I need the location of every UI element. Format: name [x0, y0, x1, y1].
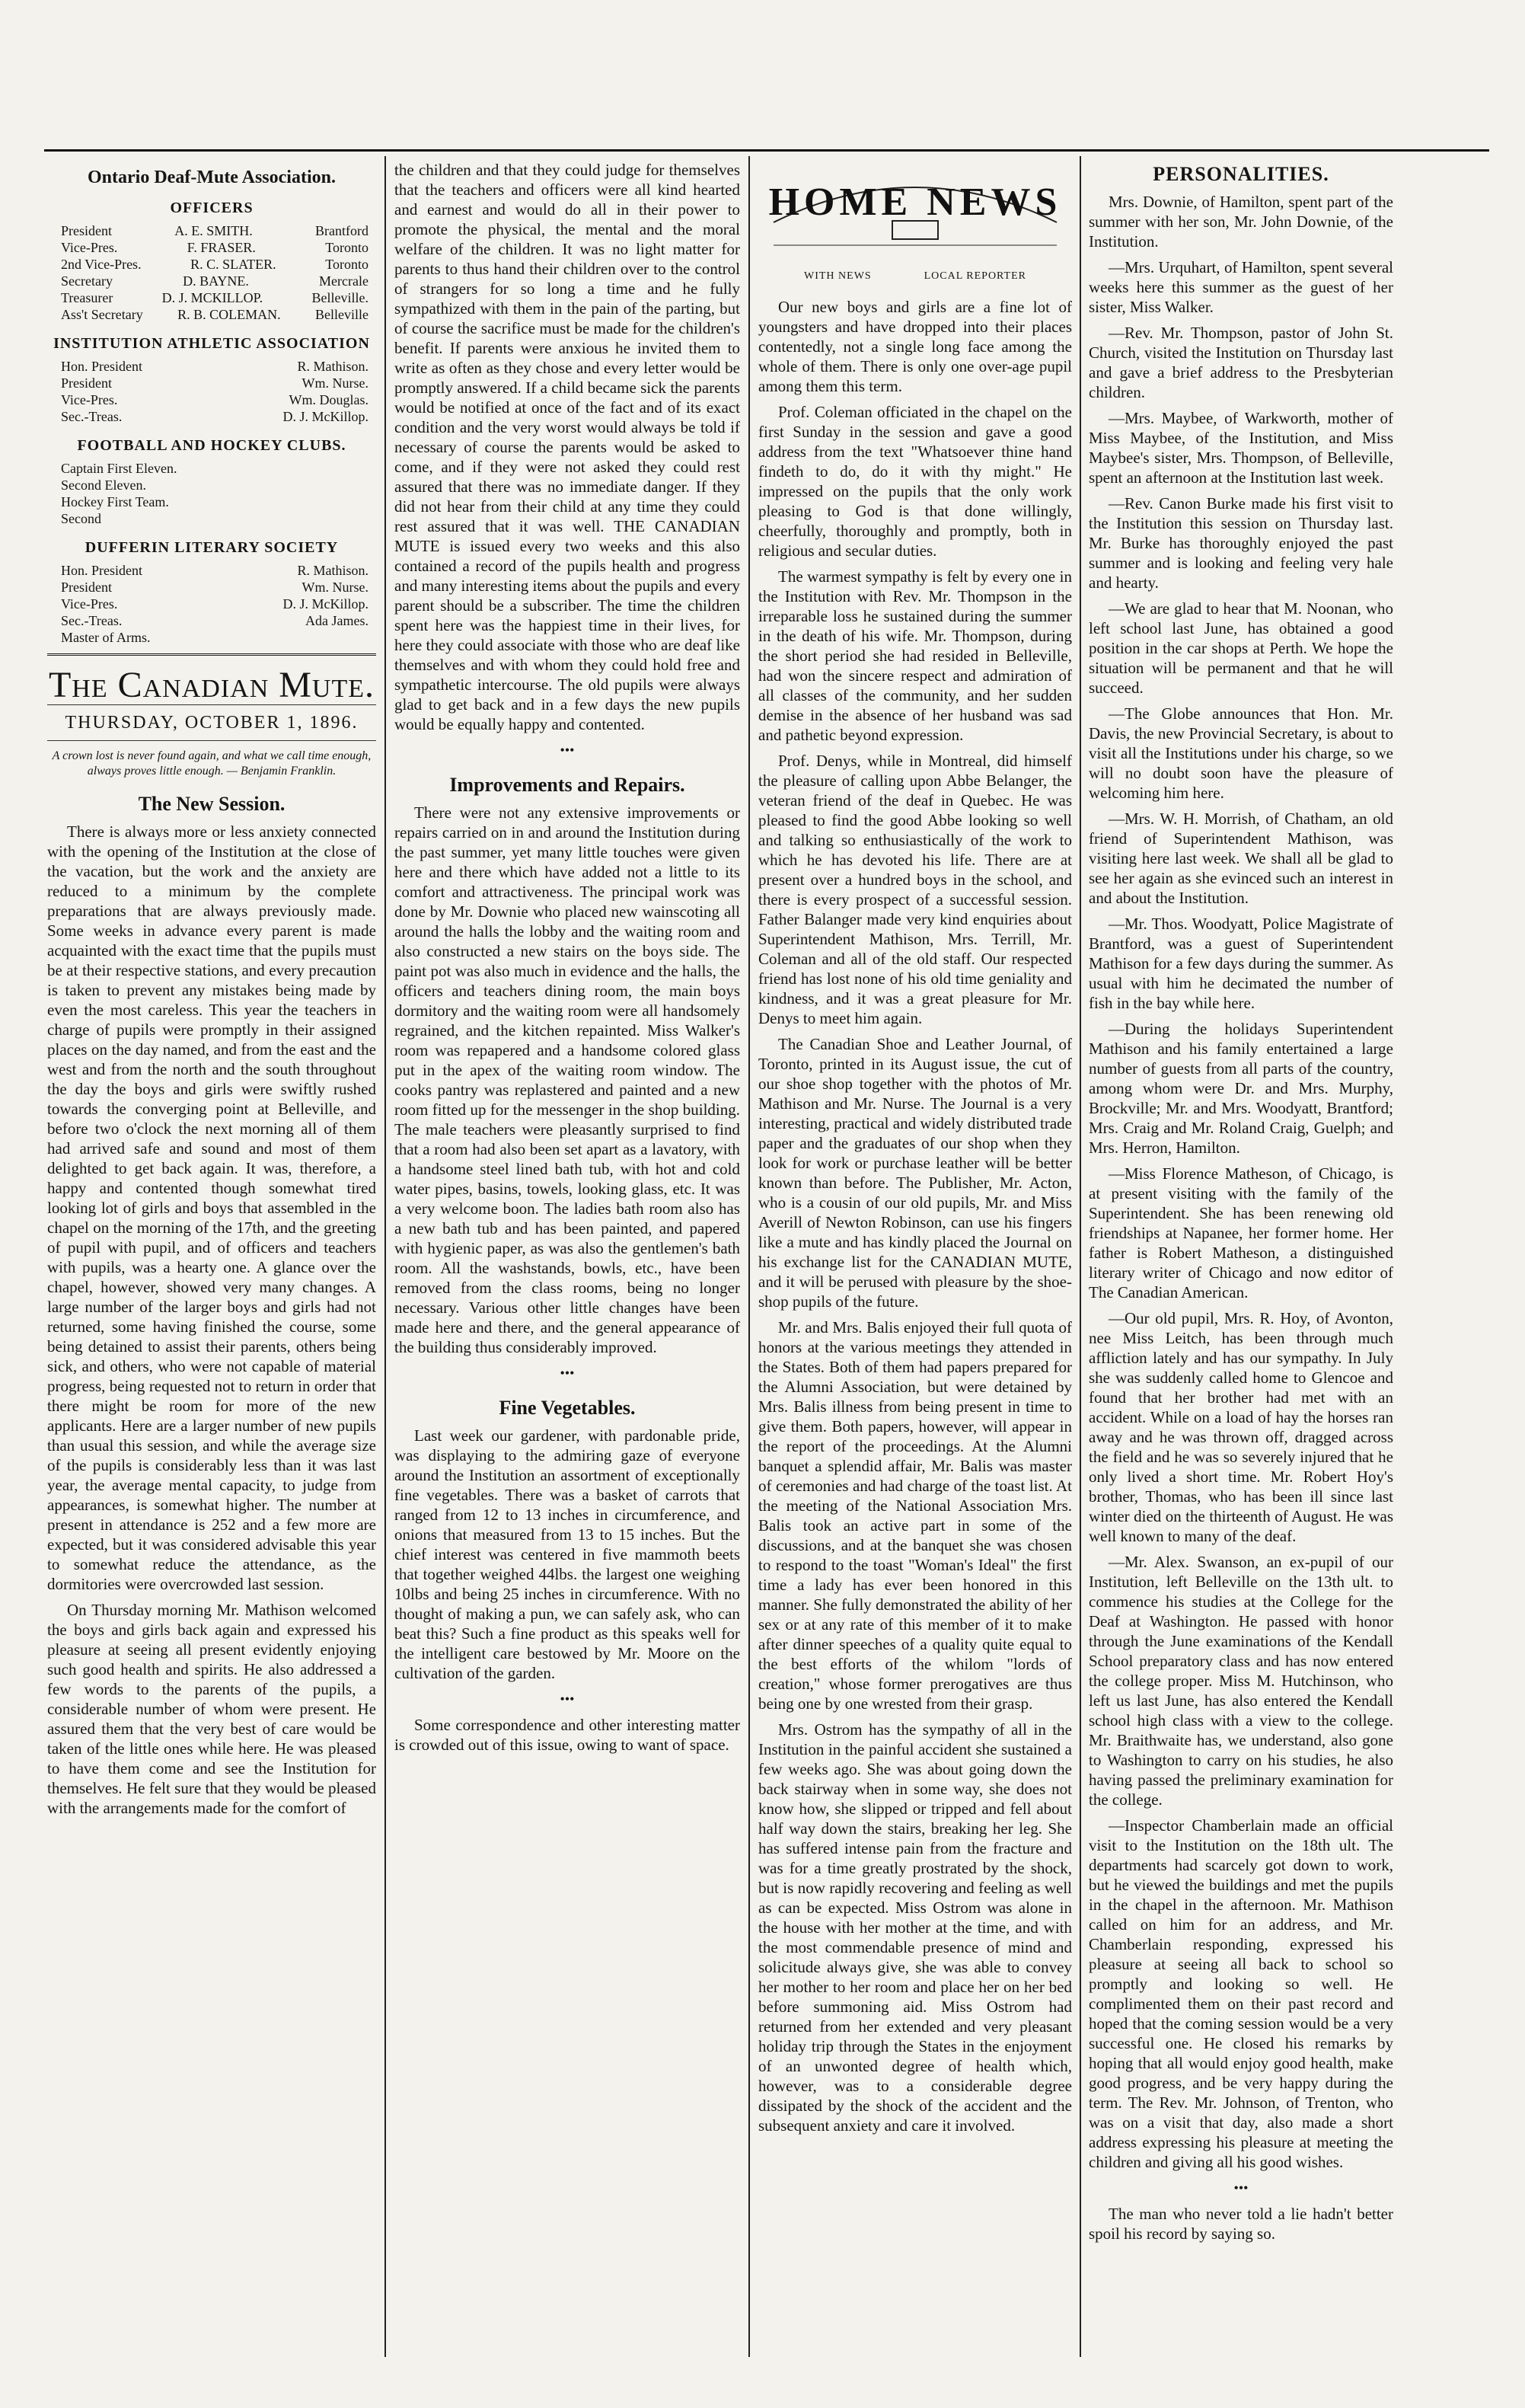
- roster-role: Vice-Pres.: [61, 392, 118, 407]
- roster-role: President: [61, 580, 112, 595]
- roster-role: President: [61, 375, 112, 391]
- personalities-title: PERSONALITIES.: [1153, 163, 1329, 185]
- roster-name: F. FRASER.: [187, 240, 256, 255]
- roster-role: Ass't Secretary: [61, 307, 143, 322]
- roster-role: Sec.-Treas.: [61, 409, 123, 424]
- personal-item: —Inspector Chamberlain made an official visit to the Institution on the 18th ult. The departments had scarcely got down to work, but he viewed the buildings and met the pupils in the chapel in the afternoon. Mr. Mathison called on him for an address, and Mr. Chamberlain responding, expressed his pleasure at seeing all back to school so promptly and looking so well. He complimented them on their past record and hoped that the coming session would be a very successful one. He closed his remarks by hoping that all would enjoy good health, make good progress, and be very happy during the term. The Rev. Mr. Johnson, of Trenton, who was on a visit that day, also made a short address expressing his pleasure at meeting the children and giving all his good wishes.: [1089, 1816, 1393, 2171]
- news-paragraph: Prof. Denys, while in Montreal, did himself the pleasure of calling upon Abbe Belanger, the veteran friend of the deaf in Quebec. He was pleased to find the good Abbe looking so well and talking so enthusiastically of the work to which he has devoted his life. There are at present over a hundred boys in the school, and there is every prospect of a successful session. Father Balanger made very kind enquiries about Superintendent Mathison, Mrs. Terrill, Mr. Coleman and all of the old staff. Our respected friend has lost none of his old time geniality and kindness, and it was a great pleasure for Mr. Denys to meet him again.: [758, 752, 1072, 1027]
- news-paragraph: Mr. and Mrs. Balis enjoyed their full quota of honors at the various meetings they attended in the States. Both of them had papers prepared for the Alumni Association, but were detained by Mrs. Balis illness from being present in time to give them. Both papers, however, will appear in the report of the proceedings. At the Alumni banquet a splendid affair, Mr. Balis was master of ceremonies and had charge of the toast list. At the meeting of the National Association Mrs. Balis took an active part in some of the discussions, and at the banquet she was chosen to respond to the toast "Woman's Ideal" the first time a lady has ever been honored in this manner. She fully demonstrated the ability of her sex or at any rate of this member of it to make after dinner speeches of a quality quite equal to the best efforts of the whilom "lords of creation," whose former prerogatives are thus being one by one wrested from their grasp.: [758, 1318, 1072, 1713]
- personal-item: —Mr. Thos. Woodyatt, Police Magistrate of Brantford, was a guest of Superintendent Mathison for a few days during the summer. As usual with him he decimated the number of fish in the bay while here.: [1089, 915, 1393, 1012]
- roster-row: [47, 477, 376, 493]
- top-rule: [44, 149, 1489, 152]
- literary-title: DUFFERIN LITERARY SOCIETY: [85, 539, 339, 556]
- roster-role: Vice-Pres.: [61, 596, 118, 612]
- personal-item: —Miss Florence Matheson, of Chicago, is at present visiting with the family of the Superintendent. She has been renewing old friendships at Napanee, her former home. Her father is Robert Matheson, a distinguished literary writer of Chicago and now editor of The Canadian American.: [1089, 1164, 1393, 1301]
- issue-date: THURSDAY, OCTOBER 1, 1896.: [65, 713, 359, 733]
- separator: •••: [560, 743, 575, 758]
- column-1: [47, 160, 376, 1824]
- roster-row: [47, 562, 376, 579]
- closing-quip: The man who never told a lie hadn't better spoil his record by saying so.: [1089, 2205, 1393, 2243]
- roster-name: R. B. COLEMAN.: [177, 307, 281, 322]
- logo-labels: [758, 267, 1072, 286]
- personalities-body: [1089, 192, 1393, 2172]
- article-body-vegetables: Last week our gardener, with pardonable pride, was displaying to the admiring gaze of everyone around the Institution an assortment of exceptionally fine vegetables. There was a basket of carrots that ranged from 12 to 13 inches in circumference, and onions that measured from 13 to 15 inches. But the chief interest was centered in five mammoth beets that together weighed 44lbs. the largest one weighing 10lbs and being 25 inches in circumference. With no thought of making a pun, we can safely ask, who can beat this? Such a fine product as this speaks well for the intelligent care bestowed by Mr. Moore on the cultivation of the garden.: [394, 1426, 740, 1682]
- literary-list: [47, 562, 376, 646]
- roster-role: Second: [61, 511, 101, 526]
- home-news-logo-art: [758, 160, 1072, 259]
- article-body-new-session: [47, 822, 376, 1818]
- news-paragraph: Our new boys and girls are a fine lot of youngsters and have dropped into their places contentedly, not a single long face among the whole of them. There is only one over-age pupil among them this term.: [758, 298, 1072, 395]
- roster-role: Hon. President: [61, 359, 142, 374]
- roster-row: [47, 239, 376, 256]
- roster-row: [47, 460, 376, 477]
- athletic-title: INSTITUTION ATHLETIC ASSOCIATION: [53, 335, 370, 352]
- personal-item: —Mrs. W. H. Morrish, of Chatham, an old friend of Superintendent Mathison, was visiting here last week. We shall all be glad to see her again as she evinced such an interest in and about the Institution.: [1089, 810, 1393, 907]
- roster-row: [47, 596, 376, 612]
- personal-item: —During the holidays Superintendent Mathison and his family entertained a large number of guests from all parts of the country, among whom were Dr. and Mrs. Murphy, Brockville; Mr. and Mrs. Woodyatt, Brantford; Mrs. Craig and Mr. Roland Craig, Guelph; and Mrs. Herron, Hamilton.: [1089, 1020, 1393, 1157]
- roster-role: Sec.-Treas.: [61, 613, 123, 628]
- paragraph: On Thursday morning Mr. Mathison welcomed the boys and girls back again and expressed his pleasure at seeing all present evidently enjoying such good health and spirits. He also addressed a few words to the parents of the pupils, a considerable number of whom were present. He assured them that the very best of care would be taken of the little ones while here. He was pleased to have them come and see the Institution for themselves. He felt sure that they would be pleased with the arrangements made for the comfort of: [47, 1601, 376, 1817]
- logo-title: HOME NEWS: [768, 180, 1062, 224]
- association-title: Ontario Deaf-Mute Association.: [88, 168, 336, 187]
- roster-role: Vice-Pres.: [61, 240, 118, 255]
- roster-name: D. J. McKillop.: [282, 596, 368, 612]
- roster-row: [47, 629, 376, 646]
- roster-name: D. J. MCKILLOP.: [161, 290, 263, 305]
- news-paragraph: Mrs. Ostrom has the sympathy of all in the Institution in the painful accident she sustained a few weeks ago. She was about going down the back stairway when in some way, she does not know how, she slipped or tripped and fell about half way down the stairs, breaking her leg. She has suffered intense pain from the fracture and was for a time greatly prostrated by the shock, but is now rapidly recovering and feeling as well as can be expected. Miss Ostrom was alone in the house with her mother at the time, and with the most commendable presence of mind and solicitude always give, she was able to convey her mother to her room and place her on her bed before summoning aid. Miss Ostrom had returned from her extended and very pleasant holiday trip through the States in the enjoyment of an unwonted degree of health which, however, was to a considerable degree dissipated by the shock of the accident and the subsequent anxiety and care it involved.: [758, 1720, 1072, 2135]
- paragraph: There is always more or less anxiety connected with the opening of the Institution at the close of the vacation, but the work and the anxiety are reduced to a minimum by the complete preparations that are always previously made. Some weeks in advance every parent is made acquainted with the exact time that the pupils must be at their respective stations, and every precaution is taken to prevent any mistakes being made by even the most careless. This year the teachers in charge of pupils were promptly in their assigned places on the day named, and from the east and the west and from the north and the south throughout the day the boys and girls were swiftly rushed towards the converging point at Belleville, and before two o'clock the next morning all of them had arrived safe and sound and most of them delighted to get back again. It was, therefore, a happy and contented though somewhat tired looking lot of girls and boys that assembled in the chapel on the morning of the 17th, and the greeting of pupil with pupil, and of officers and teachers with pupils, was a hearty one. A glance over the chapel, however, showed very many changes. A large number of the larger boys and girls had not returned, some having finished the course, some being detained to assist their parents, others being sick, and others, who were not capable of material progress, being requested not to return in order that there might be room for more of the new applicants. Here are a larger number of new pupils than usual this session, and while the average size of the pupils is considerably less than it was last year, the average mental capacity, to judge from appearances, is somewhat higher. The number at present in attendance is 252 and a few more are expected, but it was considered advisable this year to somewhat reduce the attendance, as the dormitories were overcrowded last session.: [47, 822, 376, 1593]
- roster-place: Brantford: [315, 223, 368, 238]
- roster-row: [47, 375, 376, 391]
- personal-item: —Rev. Canon Burke made his first visit to the Institution this session on Thursday last. Mr. Burke has thoroughly enjoyed the past summer and is looking and feeling very hale and hearty.: [1089, 494, 1393, 592]
- roster-role: Captain First Eleven.: [61, 461, 177, 476]
- roster-role: Treasurer: [61, 290, 113, 305]
- column-divider: [748, 156, 750, 2357]
- separator: •••: [560, 1365, 575, 1381]
- divider: [47, 653, 376, 656]
- roster-name: D. BAYNE.: [183, 273, 249, 289]
- roster-role: 2nd Vice-Pres.: [61, 257, 142, 272]
- roster-role: President: [61, 223, 112, 238]
- roster-place: Belleville.: [311, 290, 368, 305]
- column-3: [758, 160, 1072, 2141]
- roster-name: R. Mathison.: [297, 563, 368, 578]
- divider: [47, 740, 376, 741]
- logo-left-label: WITH NEWS: [804, 270, 872, 282]
- personal-item: —We are glad to hear that M. Noonan, who left school last June, has obtained a good position in the car shops at Perth. We hope the situation will be permanent and that he will succeed.: [1089, 599, 1393, 697]
- roster-row: [47, 306, 376, 323]
- roster-place: Mercrale: [319, 273, 368, 289]
- home-news-logo: [758, 160, 1072, 259]
- column-2: [394, 160, 740, 1761]
- roster-name: D. J. McKillop.: [282, 409, 368, 424]
- clubs-list: [47, 460, 376, 527]
- roster-row: [47, 391, 376, 408]
- roster-row: [47, 289, 376, 306]
- roster-role: Second Eleven.: [61, 477, 146, 493]
- home-news-body: [758, 297, 1072, 2135]
- roster-row: [47, 222, 376, 239]
- separator: •••: [1233, 2180, 1249, 2196]
- news-paragraph: The warmest sympathy is felt by every one in the Institution with Rev. Mr. Thompson in the irreparable loss he sustained during the summer in the death of his wife. Mr. Thompson, during the short period she had resided in Belleville, had won the sincere respect and admiration of all classes of the community, and her sudden demise in the absence of her husband was sad and pathetic beyond expression.: [758, 567, 1072, 744]
- note-crowded-out: Some correspondence and other interesting matter is crowded out of this issue, owing to want of space.: [394, 1716, 740, 1754]
- roster-role: Hockey First Team.: [61, 494, 169, 509]
- roster-name: R. Mathison.: [297, 359, 368, 374]
- roster-place: Toronto: [325, 240, 368, 255]
- personal-item: —Mr. Alex. Swanson, an ex-pupil of our Institution, left Belleville on the 13th ult. to commence his studies at the College for the Deaf at Washington. He passed with honor through the June examinations of the Kendall School preparatory class and has now entered the college proper. Miss M. Hutchinson, who left us last June, has also entered the Kendall school high class with a view to the college. Mr. Braithwaite has, we understand, also gone to Washington to carry on his studies, he also having passed the preliminary examination for the college.: [1089, 1553, 1393, 1809]
- column-divider: [384, 156, 386, 2357]
- roster-role: Master of Arms.: [61, 630, 151, 645]
- roster-name: Wm. Douglas.: [289, 392, 368, 407]
- personal-item: Mrs. Downie, of Hamilton, spent part of the summer with her son, Mr. John Downie, of the Institution.: [1089, 193, 1393, 251]
- roster-row: [47, 408, 376, 425]
- news-paragraph: The Canadian Shoe and Leather Journal, of Toronto, printed in its August issue, the cut of our shoe shop together with the photos of Mr. Mathison and Mr. Nurse. The Journal is a very interesting, practical and widely distributed trade paper and the graduates of our shop when they look for work or purchase leather will be better known than before. The Publisher, Mr. Acton, who is a cousin of our old pupils, Mr. and Miss Averill of Newton Robinson, can use his fingers like a mute and has kindly placed the Journal on his exchange list for the CANADIAN MUTE, and it will be perused with pleasure by the shoe-shop pupils of the future.: [758, 1035, 1072, 1311]
- officers-list: [47, 222, 376, 323]
- roster-name: R. C. SLATER.: [190, 257, 276, 272]
- roster-role: Secretary: [61, 273, 113, 289]
- athletic-list: [47, 358, 376, 425]
- roster-row: [47, 256, 376, 273]
- roster-row: [47, 579, 376, 596]
- news-paragraph: Prof. Coleman officiated in the chapel on the first Sunday in the session and gave a good address from the text "Whatsoever thine hand findeth to do, do it with thy might." He impressed on the pupils that the only work pleasing to God is that done willingly, cheerfully, thoroughly and promptly, both in religious and secular duties.: [758, 403, 1072, 560]
- roster-place: Toronto: [325, 257, 368, 272]
- logo-right-label: LOCAL REPORTER: [924, 270, 1026, 282]
- article-body-improvements: There were not any extensive improvements or repairs carried on in and around the Institution during the past summer, yet many little touches were given here and there which have added not a little to its comfort and attractiveness. The principal work was done by Mr. Downie who placed new wainscoting all around the halls the lobby and the waiting room and also constructed a new stairs on the boys side. The paint pot was also much in evidence and the halls, the officers and teachers dining room, the main boys dormitory and the waiting room were all handsomely regrained, and the kitchen repainted. Miss Walker's room was repapered and a handsome colored glass put in the apex of the waiting room window. The cooks pantry was replastered and painted and a new room fitted up for the messenger in the shop building. The male teachers were pleasantly surprised to find that a room had also been set apart as a lavatory, with a handsome steel lined bath tub, with hot and cold water pipes, basins, towels, looking glass, etc. It was a very welcome boon. The ladies bath room also has a new bath tub and has been painted, and papered with hygienic paper, as was also the gentlemen's bath room. All the washstands, bowls, etc., have been removed from the class rooms, being no longer necessary. Various other little changes have been made here and there, and the general appearance of the building thus considerably improved.: [394, 803, 740, 1356]
- roster-role: Hon. President: [61, 563, 142, 578]
- roster-row: [47, 510, 376, 527]
- roster-row: [47, 273, 376, 289]
- clubs-title: FOOTBALL AND HOCKEY CLUBS.: [77, 437, 346, 454]
- masthead: The Canadian Mute.: [48, 665, 375, 705]
- personal-item: —Rev. Mr. Thompson, pastor of John St. Church, visited the Institution on Thursday last and gave a brief address to the Presbyterian children.: [1089, 324, 1393, 401]
- officers-title: OFFICERS: [170, 200, 254, 216]
- roster-name: Wm. Nurse.: [301, 375, 368, 391]
- personal-item: —Mrs. Urquhart, of Hamilton, spent several weeks here this summer as the guest of her sister, Miss Walker.: [1089, 258, 1393, 316]
- continued-paragraph: the children and that they could judge for themselves that the teachers and officers were all kind hearted and earnest and would do all in their power to promote the physical, the mental and the moral welfare of the children. It was no light matter for parents to thus hand their children over to the control of strangers for so long a time and he fully sympathized with them in the pain of the parting, but of course the sacrifice must be made for the children's benefit. If parents were anxious he invited them to write as often as they chose and every letter would be promptly answered. If a child became sick the parents would be notified at once of the fact and of its exact condition and the very worst would always be told if necessary of course the parents would be asked to come, and if they were not asked they could rest assured that there was no immediate danger. If they did not hear from their child at any time they could rest assured that it was well. THE CANADIAN MUTE is issued every two weeks and this also contained a record of the pupils health and progress and many interesting items about the pupils and every parent should be a subscriber. The time the children spent here was the happiest time in their lives, for here they could associate with those who are deaf like themselves and with whom they could hold free and sympathetic intercourse. The old pupils were always glad to get back and in a few days the new pupils would be equally happy and contented.: [394, 161, 740, 733]
- article-title-new-session: The New Session.: [138, 793, 286, 815]
- article-title-vegetables: Fine Vegetables.: [499, 1397, 636, 1419]
- article-title-improvements: Improvements and Repairs.: [449, 774, 685, 796]
- personal-item: —Our old pupil, Mrs. R. Hoy, of Avonton, nee Miss Leitch, has been through much affliction lately and has our sympathy. In July she was suddenly called home to Glencoe and found that her brother had met with an accident. While on a load of hay the horses ran away and he was thrown off, dragged across the field and he was so severely injured that he only lived a short time. Mr. Robert Hoy's brother, Thomas, who has been ill since last winter died on the thirteenth of August. He was well known to many of the deaf.: [1089, 1309, 1393, 1545]
- personal-item: —Mrs. Maybee, of Warkworth, mother of Miss Maybee, of the Institution, and Miss Maybee's sister, Mrs. Thompson, of Belleville, spent an afternoon at the Institution last week.: [1089, 409, 1393, 487]
- roster-name: Ada James.: [305, 613, 368, 628]
- roster-place: Belleville: [315, 307, 368, 322]
- roster-row: [47, 612, 376, 629]
- column-4: [1089, 160, 1393, 2250]
- roster-name: Wm. Nurse.: [301, 580, 368, 595]
- separator: •••: [560, 1691, 575, 1707]
- roster-row: [47, 358, 376, 375]
- motto: A crown lost is never found again, and what we call time enough, always proves little enough. — Benjamin Franklin.: [52, 749, 372, 778]
- column-divider: [1080, 156, 1081, 2357]
- roster-name: A. E. SMITH.: [174, 223, 253, 238]
- personal-item: —The Globe announces that Hon. Mr. Davis, the new Provincial Secretary, is about to visit all the Institutions under his charge, so we will no doubt soon have the pleasure of welcoming him here.: [1089, 704, 1393, 802]
- roster-row: [47, 493, 376, 510]
